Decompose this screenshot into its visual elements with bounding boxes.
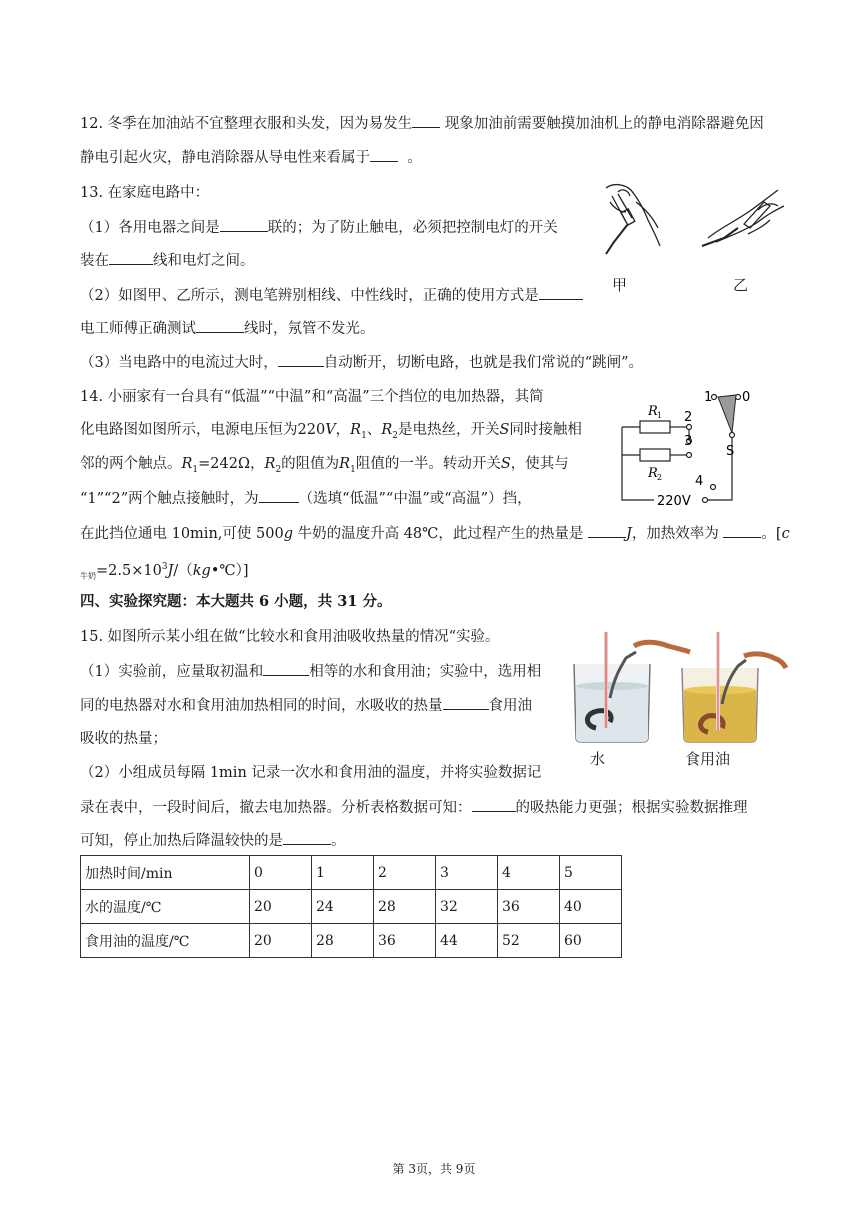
table-row	[81, 924, 622, 958]
circuit-diagram	[612, 385, 792, 510]
q15-title	[80, 627, 500, 647]
beaker-water	[574, 632, 690, 742]
q14-line6	[80, 557, 249, 587]
table-row-label: 加热时间/min	[81, 856, 250, 890]
table-cell: 28	[374, 890, 436, 924]
q15-part2	[80, 763, 541, 783]
q12-line1	[80, 113, 764, 134]
q14-subscript: 1	[192, 464, 199, 475]
answer-blank[interactable]	[220, 217, 268, 232]
q13-text: （3）当电路中的电流过大时，	[80, 355, 278, 371]
wire-left	[622, 427, 654, 500]
q14-symbol: J	[167, 562, 174, 579]
table-row	[81, 856, 622, 890]
figure-label-jia: 甲	[612, 276, 628, 294]
q14-symbol: J	[625, 526, 632, 542]
q14-symbol: R	[264, 456, 276, 472]
q13-text: （1）各用电器之间是	[80, 220, 220, 236]
q15-text: （1）实验前，应量取初温和	[80, 664, 264, 680]
table-cell: 40	[560, 890, 622, 924]
q13-part3	[80, 352, 643, 373]
q14-symbol: S	[499, 422, 510, 438]
beaker-figure	[566, 628, 788, 746]
q13-text: 线和电灯之间。	[153, 253, 255, 269]
label-terminal-4: 4	[695, 474, 704, 489]
table-cell: 5	[560, 856, 622, 890]
table-cell: 36	[374, 924, 436, 958]
q14-text: 同时接触相	[509, 422, 582, 438]
table-cell: 24	[312, 890, 374, 924]
label-r1-sub: 1	[657, 411, 663, 420]
table-cell: 2	[374, 856, 436, 890]
table-row	[81, 890, 622, 924]
resistor-r1	[640, 421, 670, 433]
q13-text: （2）如图甲、乙所示，测电笔辨别相线、中性线时，正确的使用方式是	[80, 288, 539, 304]
q14-text: 。[	[761, 526, 782, 542]
table-cell: 44	[436, 924, 498, 958]
q14-text: /（	[173, 562, 193, 579]
section-title: 四、实验探究题：本大题共 6 小题，共 31 分。	[80, 593, 392, 610]
q13-text: 自动断开，切断电路，也就是我们常说的“跳闸”。	[323, 355, 644, 371]
q13-text: 装在	[80, 253, 109, 269]
q14-subscript: 2	[392, 430, 398, 441]
rotary-switch-blade	[718, 395, 736, 433]
q14-text: 、	[366, 422, 382, 438]
q14-superscript: 3	[161, 562, 168, 572]
label-r2-sub: 2	[657, 473, 663, 482]
table-cell: 3	[436, 856, 498, 890]
q14-text: =2.5×10	[96, 562, 162, 579]
label-terminal-1: 1	[704, 390, 713, 405]
answer-blank[interactable]	[588, 523, 626, 538]
terminal-4-wire	[687, 453, 692, 458]
q14-line1	[80, 387, 544, 407]
q14-text: ，使其与	[510, 456, 569, 472]
q14-text: ，	[335, 422, 351, 438]
q13-text: 电工师傅正确测试	[80, 321, 196, 337]
answer-blank[interactable]	[259, 488, 299, 503]
q14-text: 在此挡位通电 10min,可使 500	[80, 526, 284, 542]
q14-text: ，加热效率为	[631, 526, 719, 542]
q14-text: 是电热丝，开关	[397, 422, 500, 438]
answer-blank[interactable]	[472, 797, 516, 812]
label-terminal-3: 3	[684, 434, 693, 449]
q14-text: •℃）]	[210, 562, 249, 579]
q14-subscript: 1	[350, 464, 356, 475]
q14-symbol: g	[283, 526, 293, 542]
q14-symbol: R	[350, 422, 362, 438]
data-table	[80, 855, 622, 958]
label-switch-s: S	[726, 444, 735, 459]
table-cell: 32	[436, 890, 498, 924]
q14-text: 14. 小丽家有一台具有“低温”“中温”和“高温”三个挡位的电加热器，其简	[80, 389, 544, 405]
test-pen-figure	[588, 180, 788, 260]
answer-blank[interactable]	[723, 523, 761, 538]
q15-part1-cont	[80, 695, 532, 716]
q15-text: 。	[331, 833, 346, 849]
answer-blank[interactable]	[196, 318, 244, 333]
table-cell: 0	[250, 856, 312, 890]
beaker-oil	[682, 632, 786, 742]
q13-text: 联的；为了防止触电，必须把控制电灯的开关	[267, 220, 558, 236]
q14-line4	[80, 488, 532, 509]
table-row-label: 食用油的温度/℃	[81, 924, 250, 958]
q14-text: 牛奶的温度升高 48℃，此过程产生的热量是	[292, 526, 584, 542]
q15-text: 可知，停止加热后降温较快的是	[80, 833, 283, 849]
table-cell: 20	[250, 890, 312, 924]
q14-text: “1”“2”两个触点接触时，为	[80, 491, 259, 507]
q14-subscript: 1	[361, 430, 367, 441]
q15-part2-cont	[80, 797, 748, 818]
q14-symbol: R	[181, 456, 193, 472]
q14-line2	[80, 420, 582, 446]
answer-blank[interactable]	[539, 285, 583, 300]
answer-blank[interactable]	[283, 830, 331, 845]
q15-text: （2）小组成员每隔 1min 记录一次水和食用油的温度，并将实验数据记	[80, 765, 542, 781]
table-cell: 36	[498, 890, 560, 924]
answer-blank[interactable]	[263, 661, 309, 676]
q15-text: 吸收的热量；	[80, 731, 167, 747]
q12-text: 现象加油前需要触摸加油机上的静电消除器避免因	[444, 116, 764, 132]
q12-line2	[80, 147, 422, 168]
question-title: 15. 如图所示某小组在做“比较水和食用油吸收热量的情况“实验。	[80, 629, 500, 645]
q14-text: 邻的两个触点。	[80, 456, 182, 472]
q14-symbol: kg	[192, 562, 211, 579]
figure-label-yi: 乙	[733, 276, 749, 294]
table-cell: 4	[498, 856, 560, 890]
q13-part1-cont	[80, 250, 255, 271]
answer-blank[interactable]	[443, 695, 489, 710]
table-cell: 20	[250, 924, 312, 958]
q14-line5	[80, 523, 790, 544]
q14-text: （选填“低温”“中温”或“高温”）挡，	[298, 491, 532, 507]
q12-text: 。	[407, 150, 422, 166]
q12-text: 静电引起火灾，静电消除器从导电性来看属于	[80, 150, 370, 166]
q15-text: 食用油	[488, 698, 532, 714]
label-voltage: 220V	[657, 494, 691, 509]
switch-pivot	[730, 433, 735, 438]
answer-blank[interactable]	[109, 250, 153, 265]
table-cell: 60	[560, 924, 622, 958]
q14-text: =242Ω，	[198, 456, 265, 472]
q14-subscript: 牛奶	[80, 571, 96, 581]
label-terminal-0: 0	[742, 390, 751, 405]
hand-yi-drawing	[702, 190, 784, 246]
table-cell: 1	[312, 856, 374, 890]
terminal-2	[687, 425, 692, 430]
q14-text: 的阻值为	[281, 456, 340, 472]
q13-text: 线时，氖管不发光。	[244, 321, 375, 337]
q14-symbol: S	[500, 456, 511, 472]
q15-part1	[80, 661, 541, 682]
q15-part2-end	[80, 830, 346, 851]
answer-blank[interactable]	[412, 113, 440, 128]
q15-text: 的吸热能力更强；根据实验数据推理	[515, 800, 748, 816]
q14-symbol: R	[339, 456, 351, 472]
resistor-r2	[640, 449, 670, 461]
q14-line3	[80, 454, 569, 480]
hand-jia-drawing	[606, 185, 660, 254]
q13-part1	[80, 217, 558, 238]
q13-part2-cont	[80, 318, 375, 339]
table-row-label: 水的温度/℃	[81, 890, 250, 924]
figure-label-water: 水	[590, 750, 606, 768]
label-r1: R	[648, 404, 658, 419]
q14-text: 化电路图如图所示，电源电压恒为220	[80, 422, 326, 438]
q13-part2	[80, 285, 583, 306]
page-footer: 第 3页，共 9页	[392, 1162, 476, 1176]
q13-title	[80, 183, 209, 203]
q14-symbol: R	[381, 422, 393, 438]
q14-symbol: c	[781, 526, 790, 542]
table-cell: 52	[498, 924, 560, 958]
table-cell: 28	[312, 924, 374, 958]
q14-text: 阻值的一半。转动开关	[355, 456, 501, 472]
section-heading	[80, 592, 391, 612]
figure-label-oil: 食用油	[685, 750, 731, 768]
q15-text: 同的电热器对水和食用油加热相同的时间，水吸收的热量	[80, 698, 443, 714]
q15-text: 录在表中，一段时间后，撤去电加热器。分析表格数据可知：	[80, 800, 472, 816]
answer-blank[interactable]	[370, 147, 398, 162]
label-terminal-2: 2	[684, 410, 693, 425]
question-title: 13. 在家庭电路中：	[80, 185, 210, 201]
q15-text: 相等的水和食用油；实验中，选用相	[309, 664, 542, 680]
q14-symbol: V	[325, 422, 336, 438]
q12-text: 12. 冬季在加油站不宜整理衣服和头发，因为易发生	[80, 116, 413, 132]
q14-subscript: 2	[275, 464, 282, 475]
q15-part1-end	[80, 729, 167, 749]
terminal-4	[711, 485, 716, 490]
label-r2: R	[648, 466, 658, 481]
answer-blank[interactable]	[278, 352, 324, 367]
